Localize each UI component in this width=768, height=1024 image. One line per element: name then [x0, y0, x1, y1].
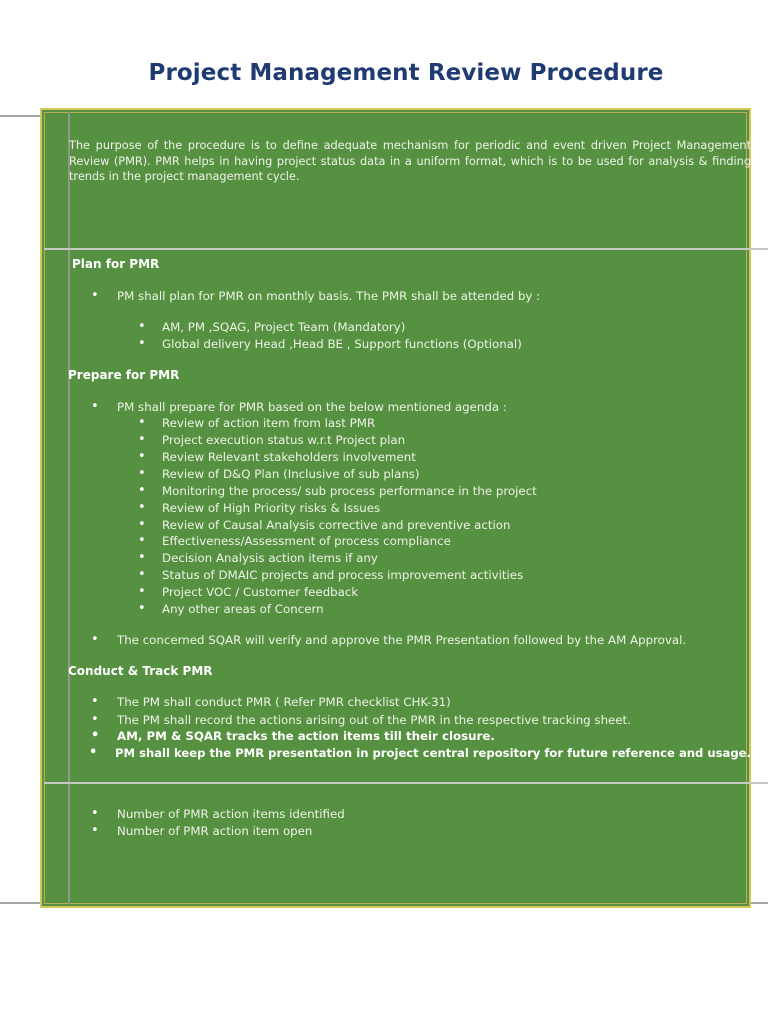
section-divider-2 [44, 782, 768, 784]
agenda-item: • Project VOC / Customer feedback [162, 585, 358, 599]
conduct-item: • The PM shall record the actions arising out of the PMR in the respective tracking sheet. [117, 713, 631, 727]
agenda-item: • Review of High Priority risks & Issues [162, 501, 380, 515]
attendee-item: • AM, PM ,SQAG, Project Team (Mandatory) [162, 320, 405, 334]
agenda-item: • Review of Causal Analysis corrective and preventive action [162, 518, 510, 532]
table-rule-top-left [0, 115, 44, 117]
attendee-item: • Global delivery Head ,Head BE , Support functions (Optional) [162, 337, 522, 351]
approval-bullet: • The concerned SQAR will verify and approve the PMR Presentation followed by the AM Approval. [117, 633, 686, 647]
conduct-item: • AM, PM & SQAR tracks the action items till their closure. [117, 729, 495, 743]
agenda-item: • Effectiveness/Assessment of process compliance [162, 534, 451, 548]
conduct-item: • The PM shall conduct PMR ( Refer PMR checklist CHK-31) [117, 695, 451, 709]
agenda-item: • Project execution status w.r.t Project plan [162, 433, 405, 447]
agenda-item: • Monitoring the process/ sub process performance in the project [162, 484, 537, 498]
metric-item: • Number of PMR action items identified [117, 807, 345, 821]
agenda-item: • Status of DMAIC projects and process improvement activities [162, 568, 523, 582]
purpose-text: The purpose of the procedure is to define adequate mechanism for periodic and event driven Project Management Review (PMR). PMR helps in having project status data in a uniform format, which is to be used for analysis & finding trends in the project management cycle. [69, 139, 751, 183]
plan-bullet: • PM shall plan for PMR on monthly basis. The PMR shall be attended by : [117, 289, 540, 303]
prepare-heading: Prepare for PMR [68, 368, 180, 382]
table-rule-bottom-left [0, 902, 44, 904]
plan-heading: Plan for PMR [72, 257, 160, 271]
section-divider-1 [44, 248, 768, 250]
table-rule-bottom-right [751, 902, 768, 904]
metric-item: • Number of PMR action item open [117, 824, 312, 838]
procedure-table [40, 108, 751, 908]
table-column-rule [68, 112, 70, 904]
agenda-item: • Decision Analysis action items if any [162, 551, 378, 565]
agenda-item: • Review of D&Q Plan (Inclusive of sub plans) [162, 467, 420, 481]
conduct-heading: Conduct & Track PMR [68, 664, 213, 678]
agenda-item: • Review of action item from last PMR [162, 416, 375, 430]
page-title: Project Management Review Procedure [148, 60, 664, 86]
conduct-item: • PM shall keep the PMR presentation in project central repository for future reference and usage. [115, 746, 751, 760]
agenda-item: • Any other areas of Concern [162, 602, 324, 616]
prepare-bullet: • PM shall prepare for PMR based on the below mentioned agenda : [117, 400, 507, 414]
agenda-item: • Review Relevant stakeholders involvement [162, 450, 416, 464]
